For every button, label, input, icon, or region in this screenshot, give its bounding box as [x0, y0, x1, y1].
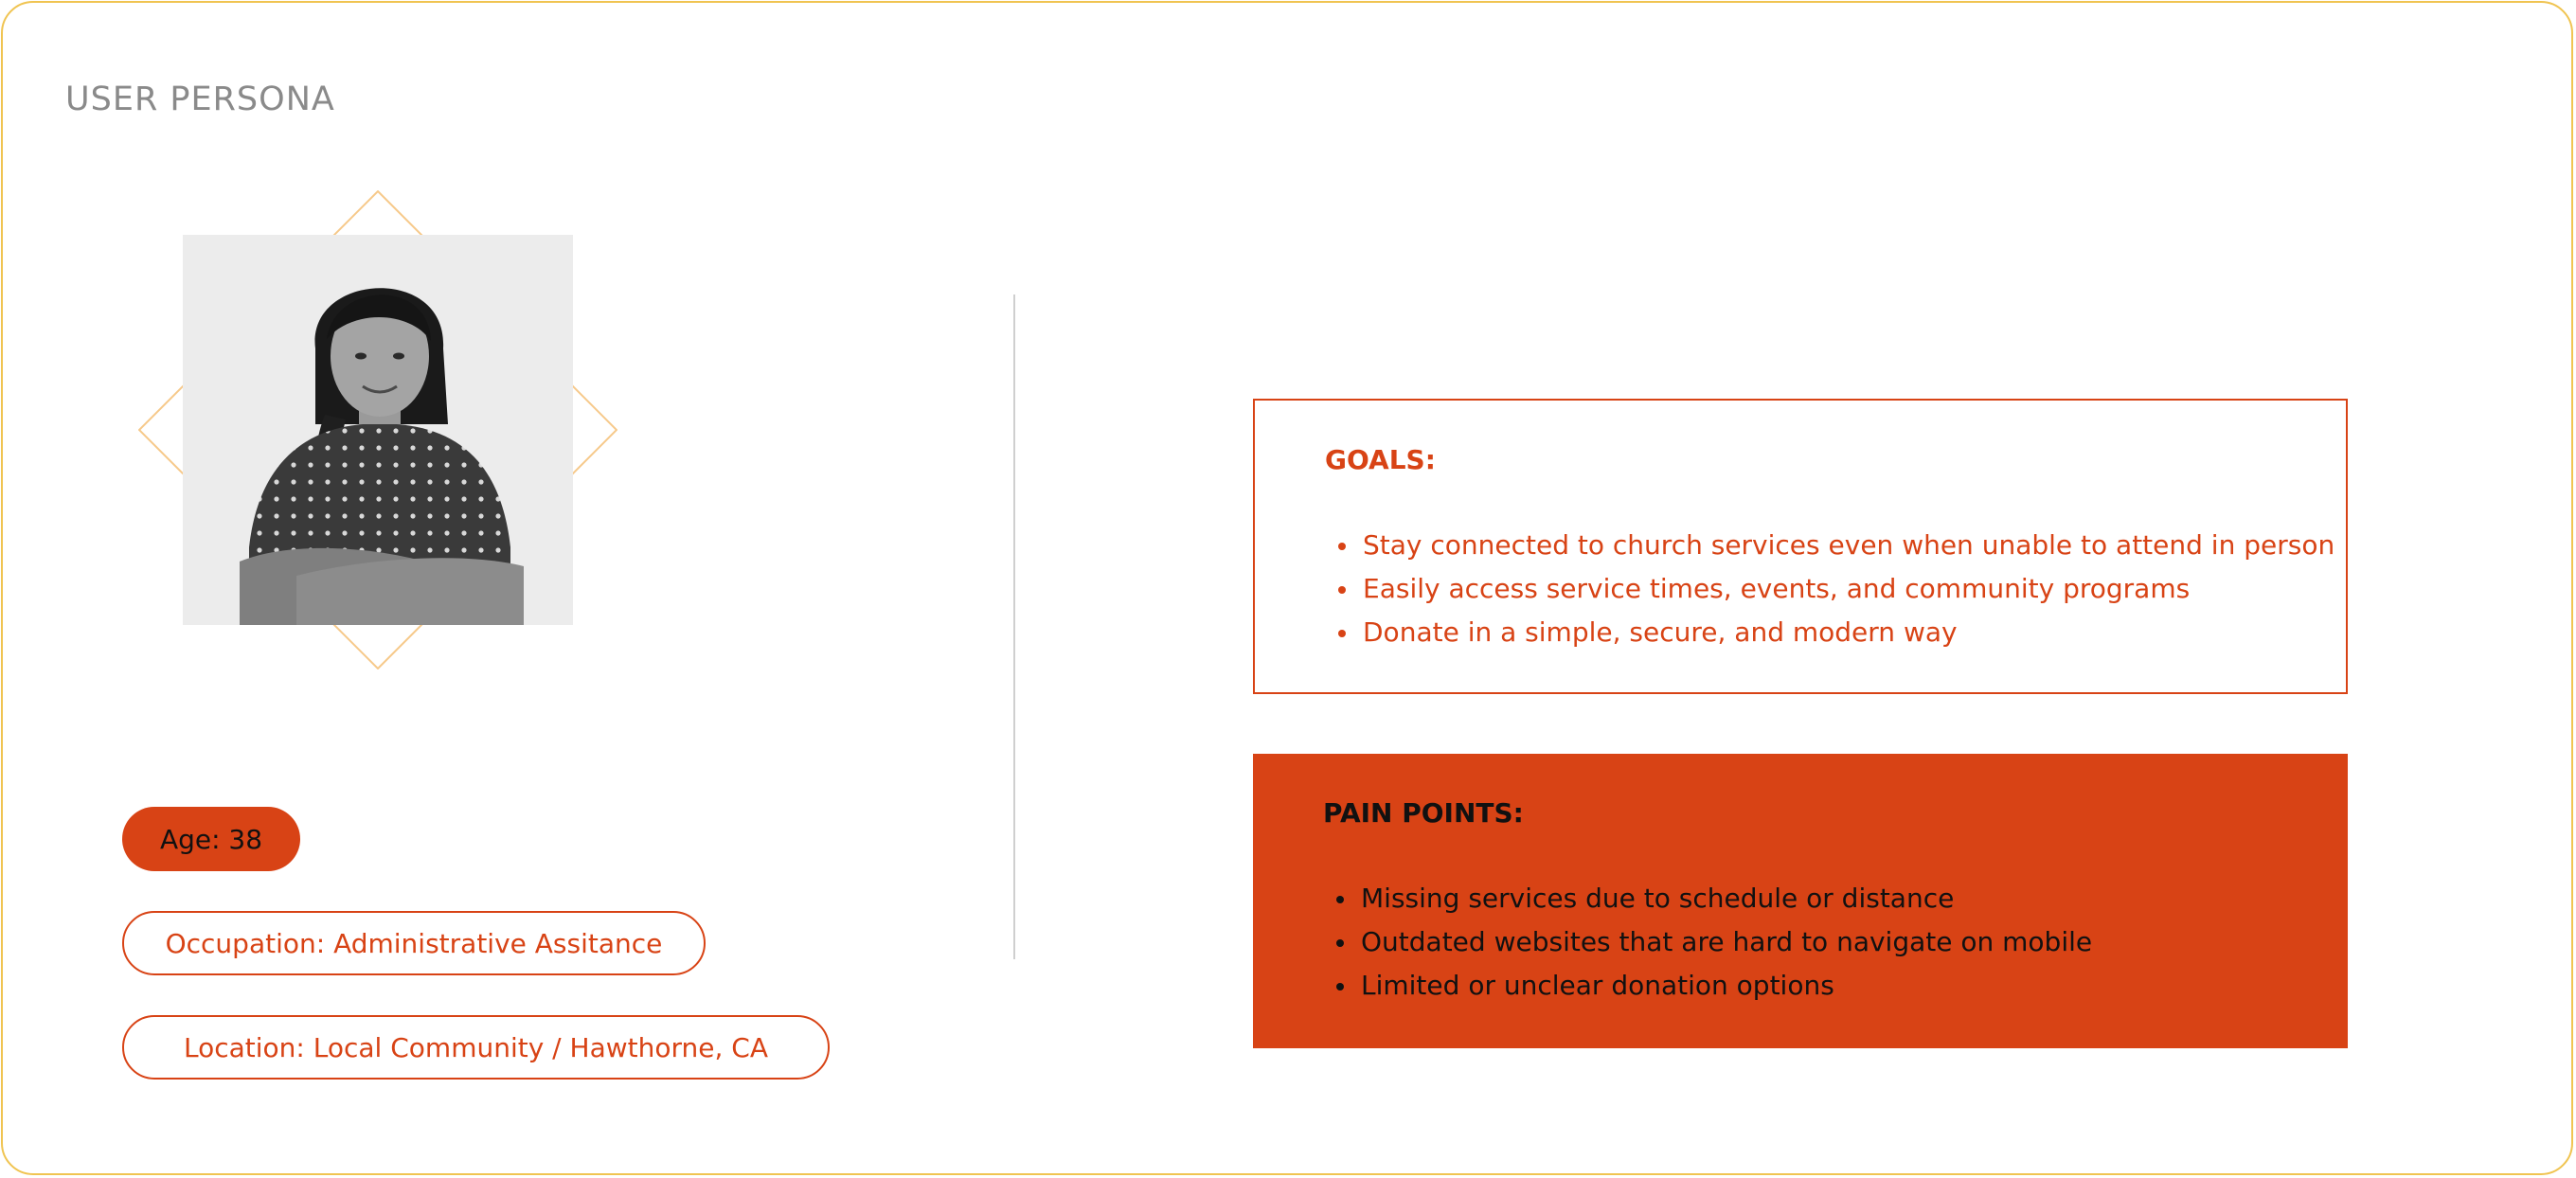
- age-badge: Age: 38: [122, 807, 300, 871]
- pain-points-list-item: Limited or unclear donation options: [1361, 964, 2092, 1008]
- persona-card: [1, 1, 2573, 1175]
- page-title: USER PERSONA: [65, 80, 335, 118]
- goals-list-item: Donate in a simple, secure, and modern way: [1363, 611, 2334, 654]
- pain-points-heading: PAIN POINTS:: [1323, 797, 1524, 829]
- goals-list: [1325, 524, 2334, 654]
- goals-panel: [1253, 399, 2348, 694]
- portrait-photo: [183, 235, 573, 625]
- vertical-divider: [1013, 294, 1015, 959]
- goals-heading: GOALS:: [1325, 444, 1436, 475]
- goals-list-item: Easily access service times, events, and community programs: [1363, 567, 2334, 611]
- location-badge: Location: Local Community / Hawthorne, CA: [122, 1015, 830, 1080]
- pain-points-list: [1323, 877, 2092, 1008]
- goals-list-item: Stay connected to church services even when unable to attend in person: [1363, 524, 2334, 567]
- occupation-badge: Occupation: Administrative Assitance: [122, 911, 706, 975]
- pain-points-list-item: Missing services due to schedule or distance: [1361, 877, 2092, 920]
- avatar: [183, 235, 573, 625]
- pain-points-list-item: Outdated websites that are hard to navigate on mobile: [1361, 920, 2092, 964]
- pain-points-panel: [1253, 754, 2348, 1048]
